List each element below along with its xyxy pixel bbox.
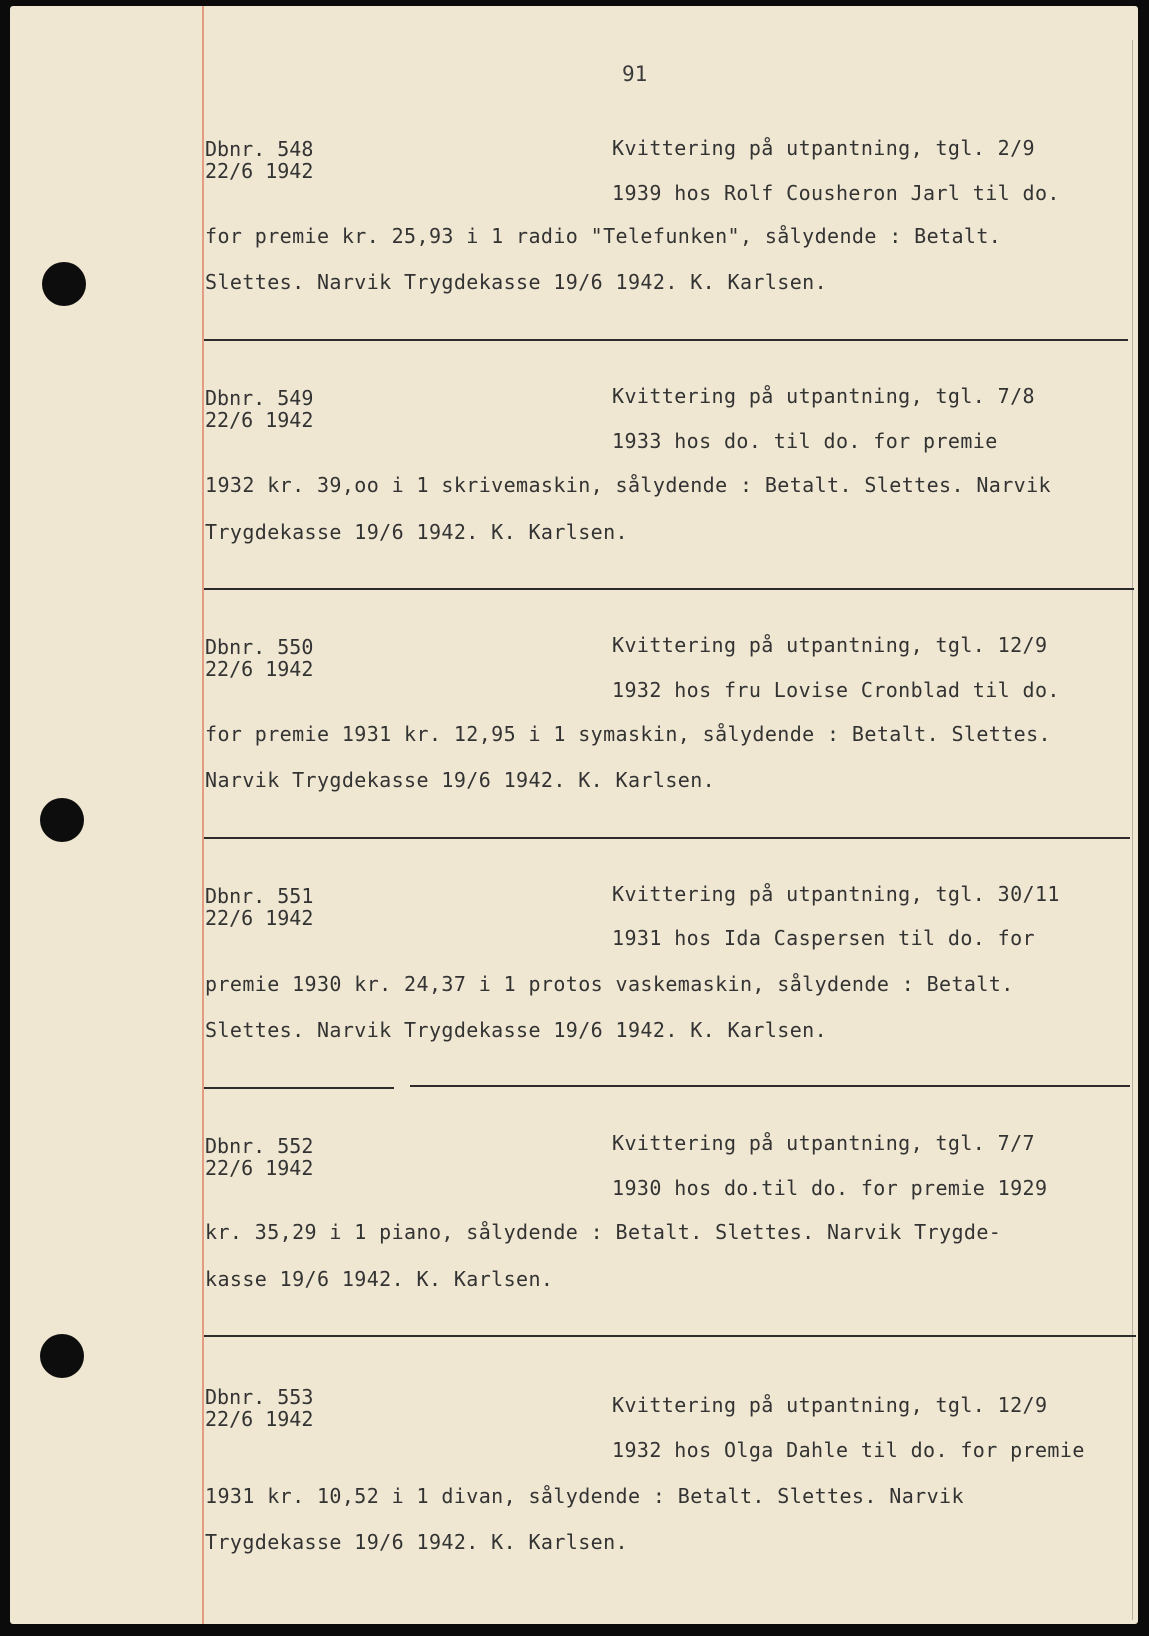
entry-dbnr: Dbnr. 548: [205, 137, 314, 161]
entry-date: 22/6 1942: [205, 657, 314, 681]
entry-text-line: 1931 hos Ida Caspersen til do. for: [612, 926, 1035, 950]
entry-text-line: Kvittering på utpantning, tgl. 2/9: [612, 136, 1035, 160]
entry-divider: [410, 1085, 1130, 1087]
entry-divider: [204, 588, 1134, 590]
entry-text-line: Kvittering på utpantning, tgl. 12/9: [612, 633, 1048, 657]
entry-dbnr: Dbnr. 552: [205, 1134, 314, 1158]
entry-text-line: for premie 1931 kr. 12,95 i 1 symaskin, sålydende : Betalt. Slettes.: [205, 722, 1051, 746]
right-edge-rule: [1132, 40, 1133, 1620]
punch-hole-middle: [40, 798, 84, 842]
entry-text-line: Kvittering på utpantning, tgl. 7/8: [612, 384, 1035, 408]
entry-text-line: 1939 hos Rolf Cousheron Jarl til do.: [612, 181, 1060, 205]
entry-text-line: 1932 hos Olga Dahle til do. for premie: [612, 1438, 1085, 1462]
entry-divider: [204, 1335, 1136, 1337]
entry-text-line: kr. 35,29 i 1 piano, sålydende : Betalt. Slettes. Narvik Trygde-: [205, 1220, 1002, 1244]
entry-date: 22/6 1942: [205, 906, 314, 930]
entry-text-line: Kvittering på utpantning, tgl. 7/7: [612, 1131, 1035, 1155]
entry-date: 22/6 1942: [205, 408, 314, 432]
entry-date: 22/6 1942: [205, 1407, 314, 1431]
entry-date: 22/6 1942: [205, 159, 314, 183]
entry-text-line: Trygdekasse 19/6 1942. K. Karlsen.: [205, 1530, 628, 1554]
entry-dbnr: Dbnr. 550: [205, 635, 314, 659]
paper-sheet: [10, 6, 1138, 1624]
entry-text-line: Kvittering på utpantning, tgl. 30/11: [612, 882, 1060, 906]
punch-hole-top: [42, 262, 86, 306]
punch-hole-bottom: [40, 1334, 84, 1378]
entry-divider: [204, 837, 1130, 839]
margin-rule: [202, 6, 204, 1624]
entry-divider: [204, 339, 1128, 341]
entry-text-line: Kvittering på utpantning, tgl. 12/9: [612, 1393, 1048, 1417]
entry-date: 22/6 1942: [205, 1156, 314, 1180]
entry-text-line: Trygdekasse 19/6 1942. K. Karlsen.: [205, 520, 628, 544]
entry-dbnr: Dbnr. 549: [205, 386, 314, 410]
entry-text-line: 1932 kr. 39,oo i 1 skrivemaskin, sålydende : Betalt. Slettes. Narvik: [205, 473, 1051, 497]
entry-dbnr: Dbnr. 551: [205, 884, 314, 908]
entry-text-line: 1930 hos do.til do. for premie 1929: [612, 1176, 1048, 1200]
entry-text-line: for premie kr. 25,93 i 1 radio "Telefunken", sålydende : Betalt.: [205, 224, 1002, 248]
entry-text-line: Slettes. Narvik Trygdekasse 19/6 1942. K. Karlsen.: [205, 1018, 828, 1042]
entry-text-line: kasse 19/6 1942. K. Karlsen.: [205, 1267, 554, 1291]
entry-text-line: 1933 hos do. til do. for premie: [612, 429, 998, 453]
entry-text-line: 1931 kr. 10,52 i 1 divan, sålydende : Betalt. Slettes. Narvik: [205, 1484, 964, 1508]
entry-dbnr: Dbnr. 553: [205, 1385, 314, 1409]
entry-divider: [204, 1087, 394, 1089]
page-number: 91: [622, 62, 648, 86]
entry-text-line: Narvik Trygdekasse 19/6 1942. K. Karlsen.: [205, 768, 716, 792]
entry-text-line: 1932 hos fru Lovise Cronblad til do.: [612, 678, 1060, 702]
entry-text-line: premie 1930 kr. 24,37 i 1 protos vaskemaskin, sålydende : Betalt.: [205, 972, 1014, 996]
entry-text-line: Slettes. Narvik Trygdekasse 19/6 1942. K. Karlsen.: [205, 270, 828, 294]
